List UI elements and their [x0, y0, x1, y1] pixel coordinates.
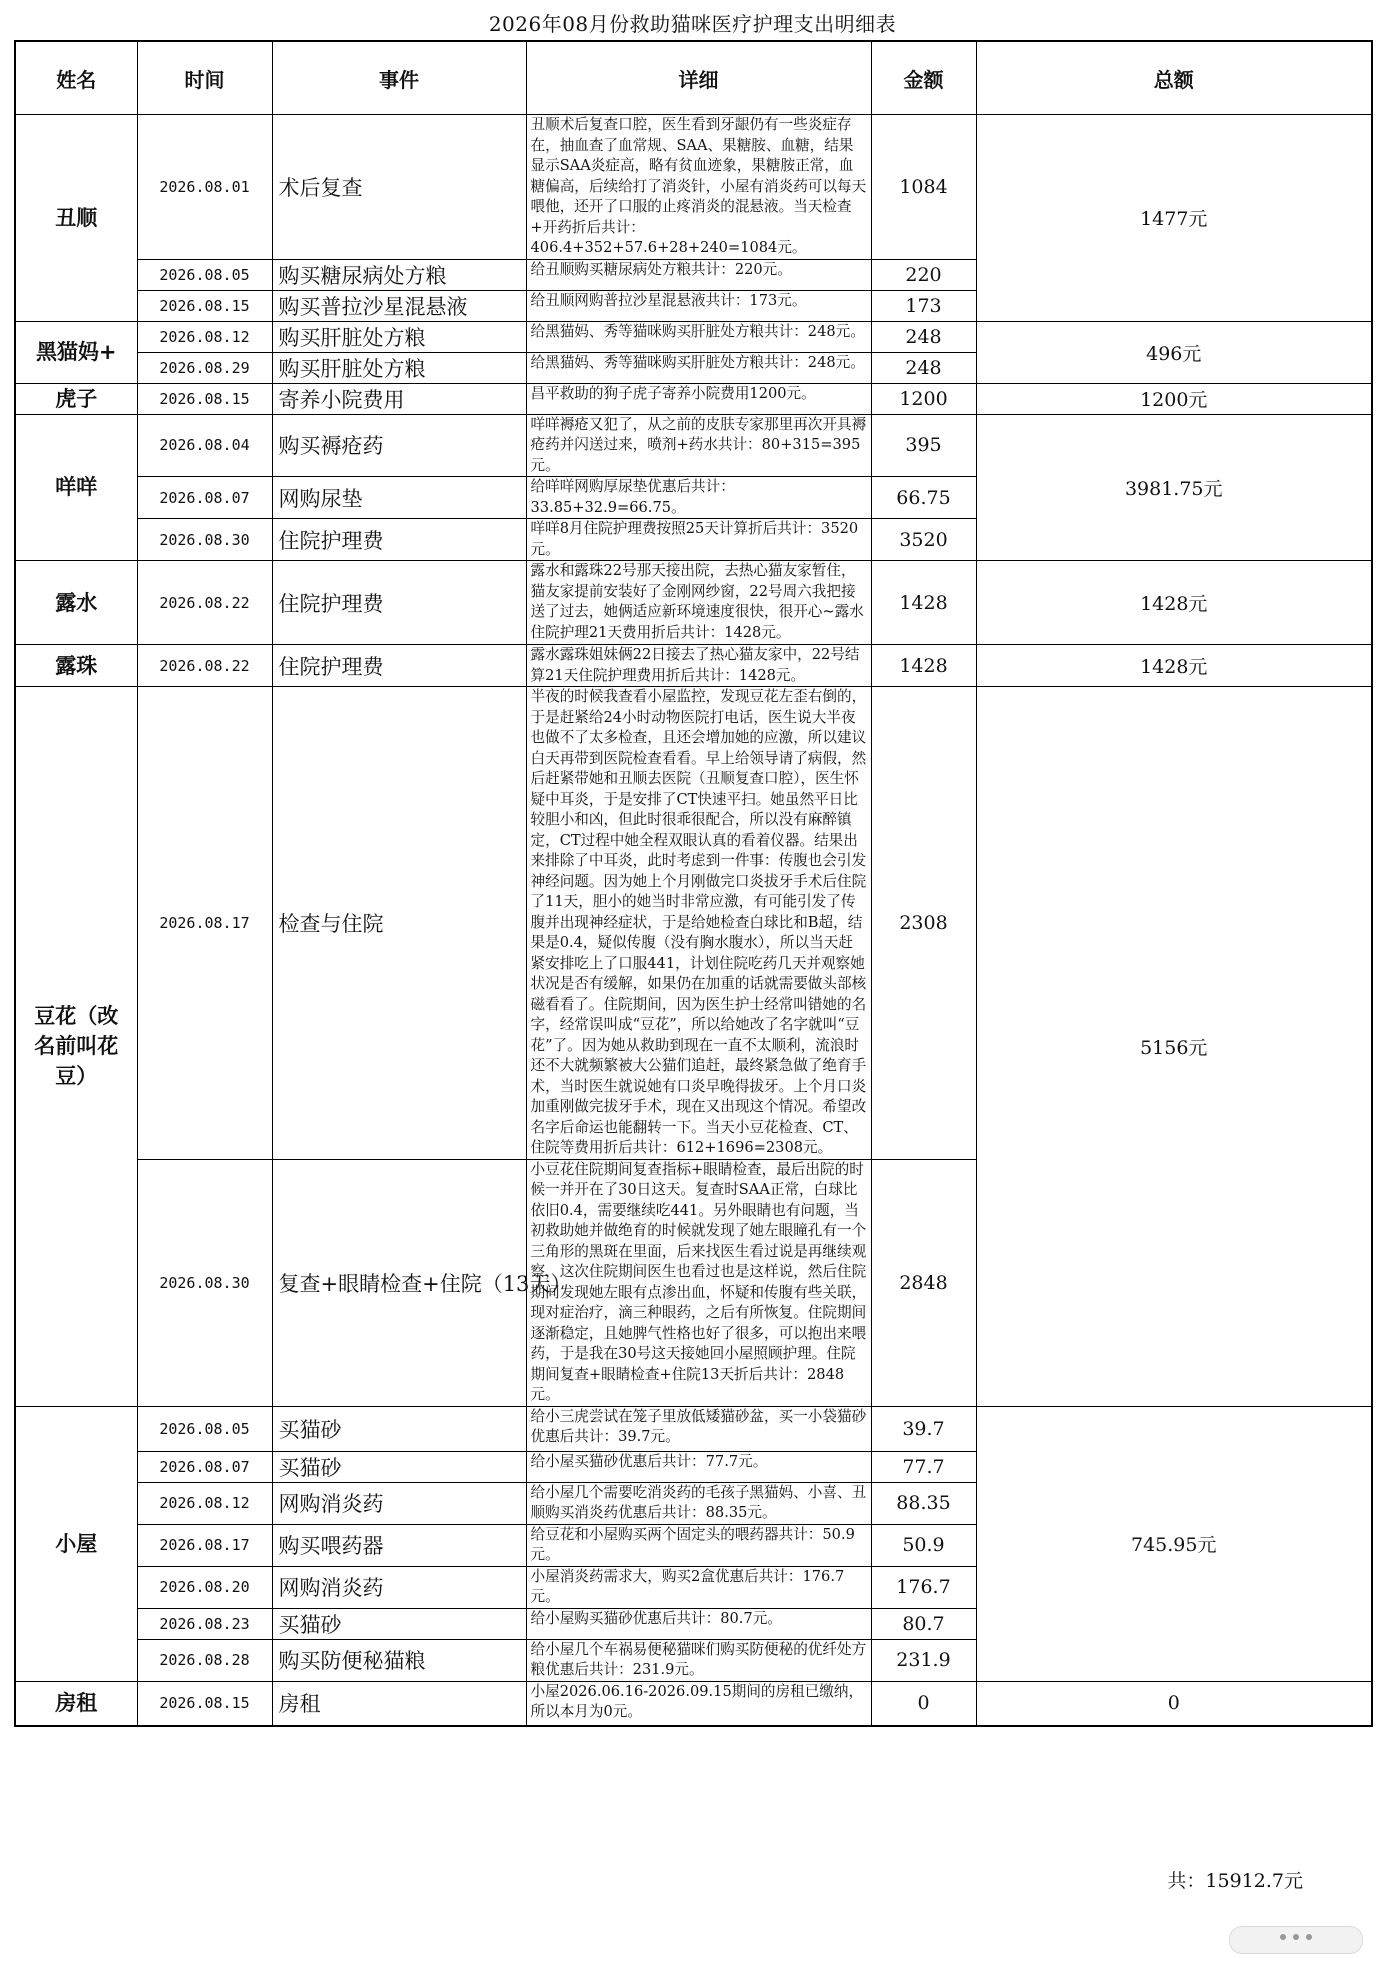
date-cell: 2026.08.05 [137, 1406, 272, 1451]
amount-cell: 2848 [871, 1159, 976, 1406]
detail-cell: 半夜的时候我查看小屋监控，发现豆花左歪右倒的，于是赶紧给24小时动物医院打电话，医生说大半夜也做不了太多检查，且还会增加她的应激，所以建议白天再带到医院检查看看。早上给领导请了病假，然后赶紧带她和丑顺去医院（丑顺复查口腔），医生怀疑中耳炎，于是安排了CT快速平扫。她虽然平日比较胆小和凶，但此时很乖很配合，所以没有麻醉镇定，CT过程中她全程双眼认真的看着仪器。结果出来排除了中耳炎，此时考虑到一件事：传腹也会引发神经问题。因为她上个月刚做完口炎拔牙手术后住院了11天，胆小的她当时非常应激，有可能引发了传腹并出现神经症状，于是给她检查白球比和B超，结果是0.4，疑似传腹（没有胸水腹水），所以当天赶紧安排吃上了口服441，计划住院吃药几天并观察她状况是否有缓解，如果仍在加重的话就需要做头部核磁看看了。住院期间，因为医生护士经常叫错她的名字，经常误叫成“豆花”，所以给她改了名字就叫“豆花”了。因为她从救助到现在一直不太顺利，流浪时还不大就频繁被大公猫们追赶，最终紧急做了绝育手术，当时医生就说她有口炎早晚得拔牙。上个月口炎加重刚做完拔牙手术，现在又出现这个情况。希望改名字后命运也能翻转一下。当天小豆花检查、CT、住院等费用折后共计：612+1696=2308元。 [526, 687, 871, 1160]
amount-cell: 231.9 [871, 1639, 976, 1681]
event-cell: 网购尿垫 [272, 477, 526, 519]
cat-name-cell: 咩咩 [15, 414, 137, 561]
amount-cell: 0 [871, 1681, 976, 1726]
amount-cell: 88.35 [871, 1482, 976, 1524]
amount-cell: 66.75 [871, 477, 976, 519]
detail-cell: 给丑顺购买糖尿病处方粮共计：220元。 [526, 259, 871, 290]
event-cell: 网购消炎药 [272, 1566, 526, 1608]
detail-cell: 给小屋买猫砂优惠后共计：77.7元。 [526, 1451, 871, 1482]
date-cell: 2026.08.23 [137, 1608, 272, 1639]
amount-cell: 80.7 [871, 1608, 976, 1639]
cat-name-cell: 虎子 [15, 383, 137, 414]
header-row [15, 41, 1372, 115]
event-cell: 网购消炎药 [272, 1482, 526, 1524]
event-cell: 购买普拉沙星混悬液 [272, 290, 526, 321]
date-cell: 2026.08.15 [137, 1681, 272, 1726]
event-cell: 购买肝脏处方粮 [272, 352, 526, 383]
event-cell: 购买肝脏处方粮 [272, 321, 526, 352]
table-row [15, 383, 1372, 414]
event-cell: 购买喂药器 [272, 1524, 526, 1566]
group-total-cell: 5156元 [976, 687, 1372, 1407]
detail-cell: 咩咩褥疮又犯了，从之前的皮肤专家那里再次开具褥疮药并闪送过来，喷剂+药水共计：80+315=395元。 [526, 414, 871, 477]
detail-cell: 小屋2026.06.16-2026.09.15期间的房租已缴纳，所以本月为0元。 [526, 1681, 871, 1726]
detail-cell: 昌平救助的狗子虎子寄养小院费用1200元。 [526, 383, 871, 414]
date-cell: 2026.08.22 [137, 561, 272, 645]
table-row [15, 1406, 1372, 1451]
detail-cell: 咩咩8月住院护理费按照25天计算折后共计：3520元。 [526, 519, 871, 561]
date-cell: 2026.08.15 [137, 383, 272, 414]
table-row [15, 321, 1372, 352]
cat-name-cell: 露珠 [15, 645, 137, 687]
header-date: 时间 [137, 41, 272, 115]
date-cell: 2026.08.29 [137, 352, 272, 383]
header-detail: 详细 [526, 41, 871, 115]
document-title: 2026年08月份救助猫咪医疗护理支出明细表 [488, 12, 897, 36]
expense-table [14, 40, 1373, 1727]
header-total: 总额 [976, 41, 1372, 115]
group-total-cell: 1428元 [976, 645, 1372, 687]
amount-cell: 248 [871, 321, 976, 352]
group-total-cell: 1477元 [976, 115, 1372, 322]
detail-cell: 给小屋几个车祸易便秘猫咪们购买防便秘的优纤处方粮优惠后共计：231.9元。 [526, 1639, 871, 1681]
date-cell: 2026.08.28 [137, 1639, 272, 1681]
event-cell: 买猫砂 [272, 1608, 526, 1639]
cat-name-cell: 房租 [15, 1681, 137, 1726]
event-cell: 术后复查 [272, 115, 526, 260]
detail-cell: 给小屋购买猫砂优惠后共计：80.7元。 [526, 1608, 871, 1639]
date-cell: 2026.08.12 [137, 1482, 272, 1524]
cat-name-cell: 露水 [15, 561, 137, 645]
detail-cell: 给咩咩网购厚尿垫优惠后共计：33.85+32.9=66.75。 [526, 477, 871, 519]
date-cell: 2026.08.30 [137, 519, 272, 561]
amount-cell: 2308 [871, 687, 976, 1160]
detail-cell: 露水露珠姐妹俩22日接去了热心猫友家中，22号结算21天住院护理费用折后共计：1428元。 [526, 645, 871, 687]
header-name: 姓名 [15, 41, 137, 115]
date-cell: 2026.08.17 [137, 1524, 272, 1566]
table-row [15, 561, 1372, 645]
group-total-cell: 1200元 [976, 383, 1372, 414]
group-total-cell: 1428元 [976, 561, 1372, 645]
date-cell: 2026.08.05 [137, 259, 272, 290]
amount-cell: 1428 [871, 645, 976, 687]
amount-cell: 173 [871, 290, 976, 321]
date-cell: 2026.08.12 [137, 321, 272, 352]
header-amount: 金额 [871, 41, 976, 115]
event-cell: 住院护理费 [272, 519, 526, 561]
amount-cell: 77.7 [871, 1451, 976, 1482]
grand-total: 共：15912.7元 [1167, 1870, 1303, 1892]
more-options-icon [1229, 1926, 1363, 1954]
table-body [15, 115, 1372, 1727]
detail-cell: 露水和露珠22号那天接出院，去热心猫友家暂住，猫友家提前安装好了金刚网纱窗，22号周六我把接送了过去，她俩适应新环境速度很快，很开心~露水住院护理21天费用折后共计：1428元。 [526, 561, 871, 645]
table-row [15, 414, 1372, 477]
event-cell: 购买糖尿病处方粮 [272, 259, 526, 290]
event-cell: 房租 [272, 1681, 526, 1726]
amount-cell: 176.7 [871, 1566, 976, 1608]
amount-cell: 395 [871, 414, 976, 477]
event-cell: 购买褥疮药 [272, 414, 526, 477]
header-event: 事件 [272, 41, 526, 115]
date-cell: 2026.08.30 [137, 1159, 272, 1406]
date-cell: 2026.08.22 [137, 645, 272, 687]
cat-name-cell: 豆花（改名前叫花豆） [15, 687, 137, 1407]
event-cell: 买猫砂 [272, 1451, 526, 1482]
date-cell: 2026.08.15 [137, 290, 272, 321]
table-row [15, 115, 1372, 260]
table-row [15, 1681, 1372, 1726]
detail-cell: 给丑顺网购普拉沙星混悬液共计：173元。 [526, 290, 871, 321]
event-cell: 购买防便秘猫粮 [272, 1639, 526, 1681]
cat-name-cell: 黑猫妈+ [15, 321, 137, 383]
amount-cell: 220 [871, 259, 976, 290]
date-cell: 2026.08.01 [137, 115, 272, 260]
group-total-cell: 745.95元 [976, 1406, 1372, 1681]
date-cell: 2026.08.20 [137, 1566, 272, 1608]
group-total-cell: 496元 [976, 321, 1372, 383]
date-cell: 2026.08.04 [137, 414, 272, 477]
event-cell: 住院护理费 [272, 561, 526, 645]
detail-cell: 丑顺术后复查口腔，医生看到牙龈仍有一些炎症存在，抽血查了血常规、SAA、果糖胺、血糖，结果显示SAA炎症高，略有贫血迹象，果糖胺正常，血糖偏高，后续给打了消炎针，小屋有消炎药可以每天喂他，还开了口服的止疼消炎的混悬液。当天检查+开药折后共计：406.4+352+57.6+28+240=1084元。 [526, 115, 871, 260]
date-cell: 2026.08.07 [137, 477, 272, 519]
amount-cell: 50.9 [871, 1524, 976, 1566]
amount-cell: 248 [871, 352, 976, 383]
group-total-cell: 3981.75元 [976, 414, 1372, 561]
detail-cell: 给黑猫妈、秀等猫咪购买肝脏处方粮共计：248元。 [526, 321, 871, 352]
event-cell: 寄养小院费用 [272, 383, 526, 414]
amount-cell: 1200 [871, 383, 976, 414]
detail-cell: 给豆花和小屋购买两个固定头的喂药器共计：50.9元。 [526, 1524, 871, 1566]
detail-cell: 给小三虎尝试在笼子里放低矮猫砂盆，买一小袋猫砂优惠后共计：39.7元。 [526, 1406, 871, 1451]
detail-cell: 小豆花住院期间复查指标+眼睛检查，最后出院的时候一并开在了30日这天。复查时SAA正常，白球比依旧0.4，需要继续吃441。另外眼睛也有问题，当初救助她并做绝育的时候就发现了她左眼瞳孔有一个三角形的黑斑在里面，后来找医生看过说是再继续观察，这次住院期间医生也看过也是这样说，然后住院期间发现她左眼有点渗出血，怀疑和传腹有些关联，现对症治疗，滴三种眼药，之后有所恢复。住院期间逐渐稳定，且她脾气性格也好了很多，可以抱出来喂药，于是我在30号这天接她回小屋照顾护理。住院期间复查+眼睛检查+住院13天折后共计：2848元。 [526, 1159, 871, 1406]
date-cell: 2026.08.07 [137, 1451, 272, 1482]
table-row [15, 645, 1372, 687]
detail-cell: 给黑猫妈、秀等猫咪购买肝脏处方粮共计：248元。 [526, 352, 871, 383]
event-cell: 检查与住院 [272, 687, 526, 1160]
event-cell: 买猫砂 [272, 1406, 526, 1451]
amount-cell: 1428 [871, 561, 976, 645]
detail-cell: 小屋消炎药需求大，购买2盒优惠后共计：176.7元。 [526, 1566, 871, 1608]
group-total-cell: 0 [976, 1681, 1372, 1726]
amount-cell: 3520 [871, 519, 976, 561]
cat-name-cell: 丑顺 [15, 115, 137, 322]
table-row [15, 687, 1372, 1160]
event-cell: 复查+眼睛检查+住院（13天） [272, 1159, 526, 1406]
cat-name-cell: 小屋 [15, 1406, 137, 1681]
amount-cell: 1084 [871, 115, 976, 260]
event-cell: 住院护理费 [272, 645, 526, 687]
date-cell: 2026.08.17 [137, 687, 272, 1160]
amount-cell: 39.7 [871, 1406, 976, 1451]
detail-cell: 给小屋几个需要吃消炎药的毛孩子黑猫妈、小喜、丑顺购买消炎药优惠后共计：88.35元。 [526, 1482, 871, 1524]
